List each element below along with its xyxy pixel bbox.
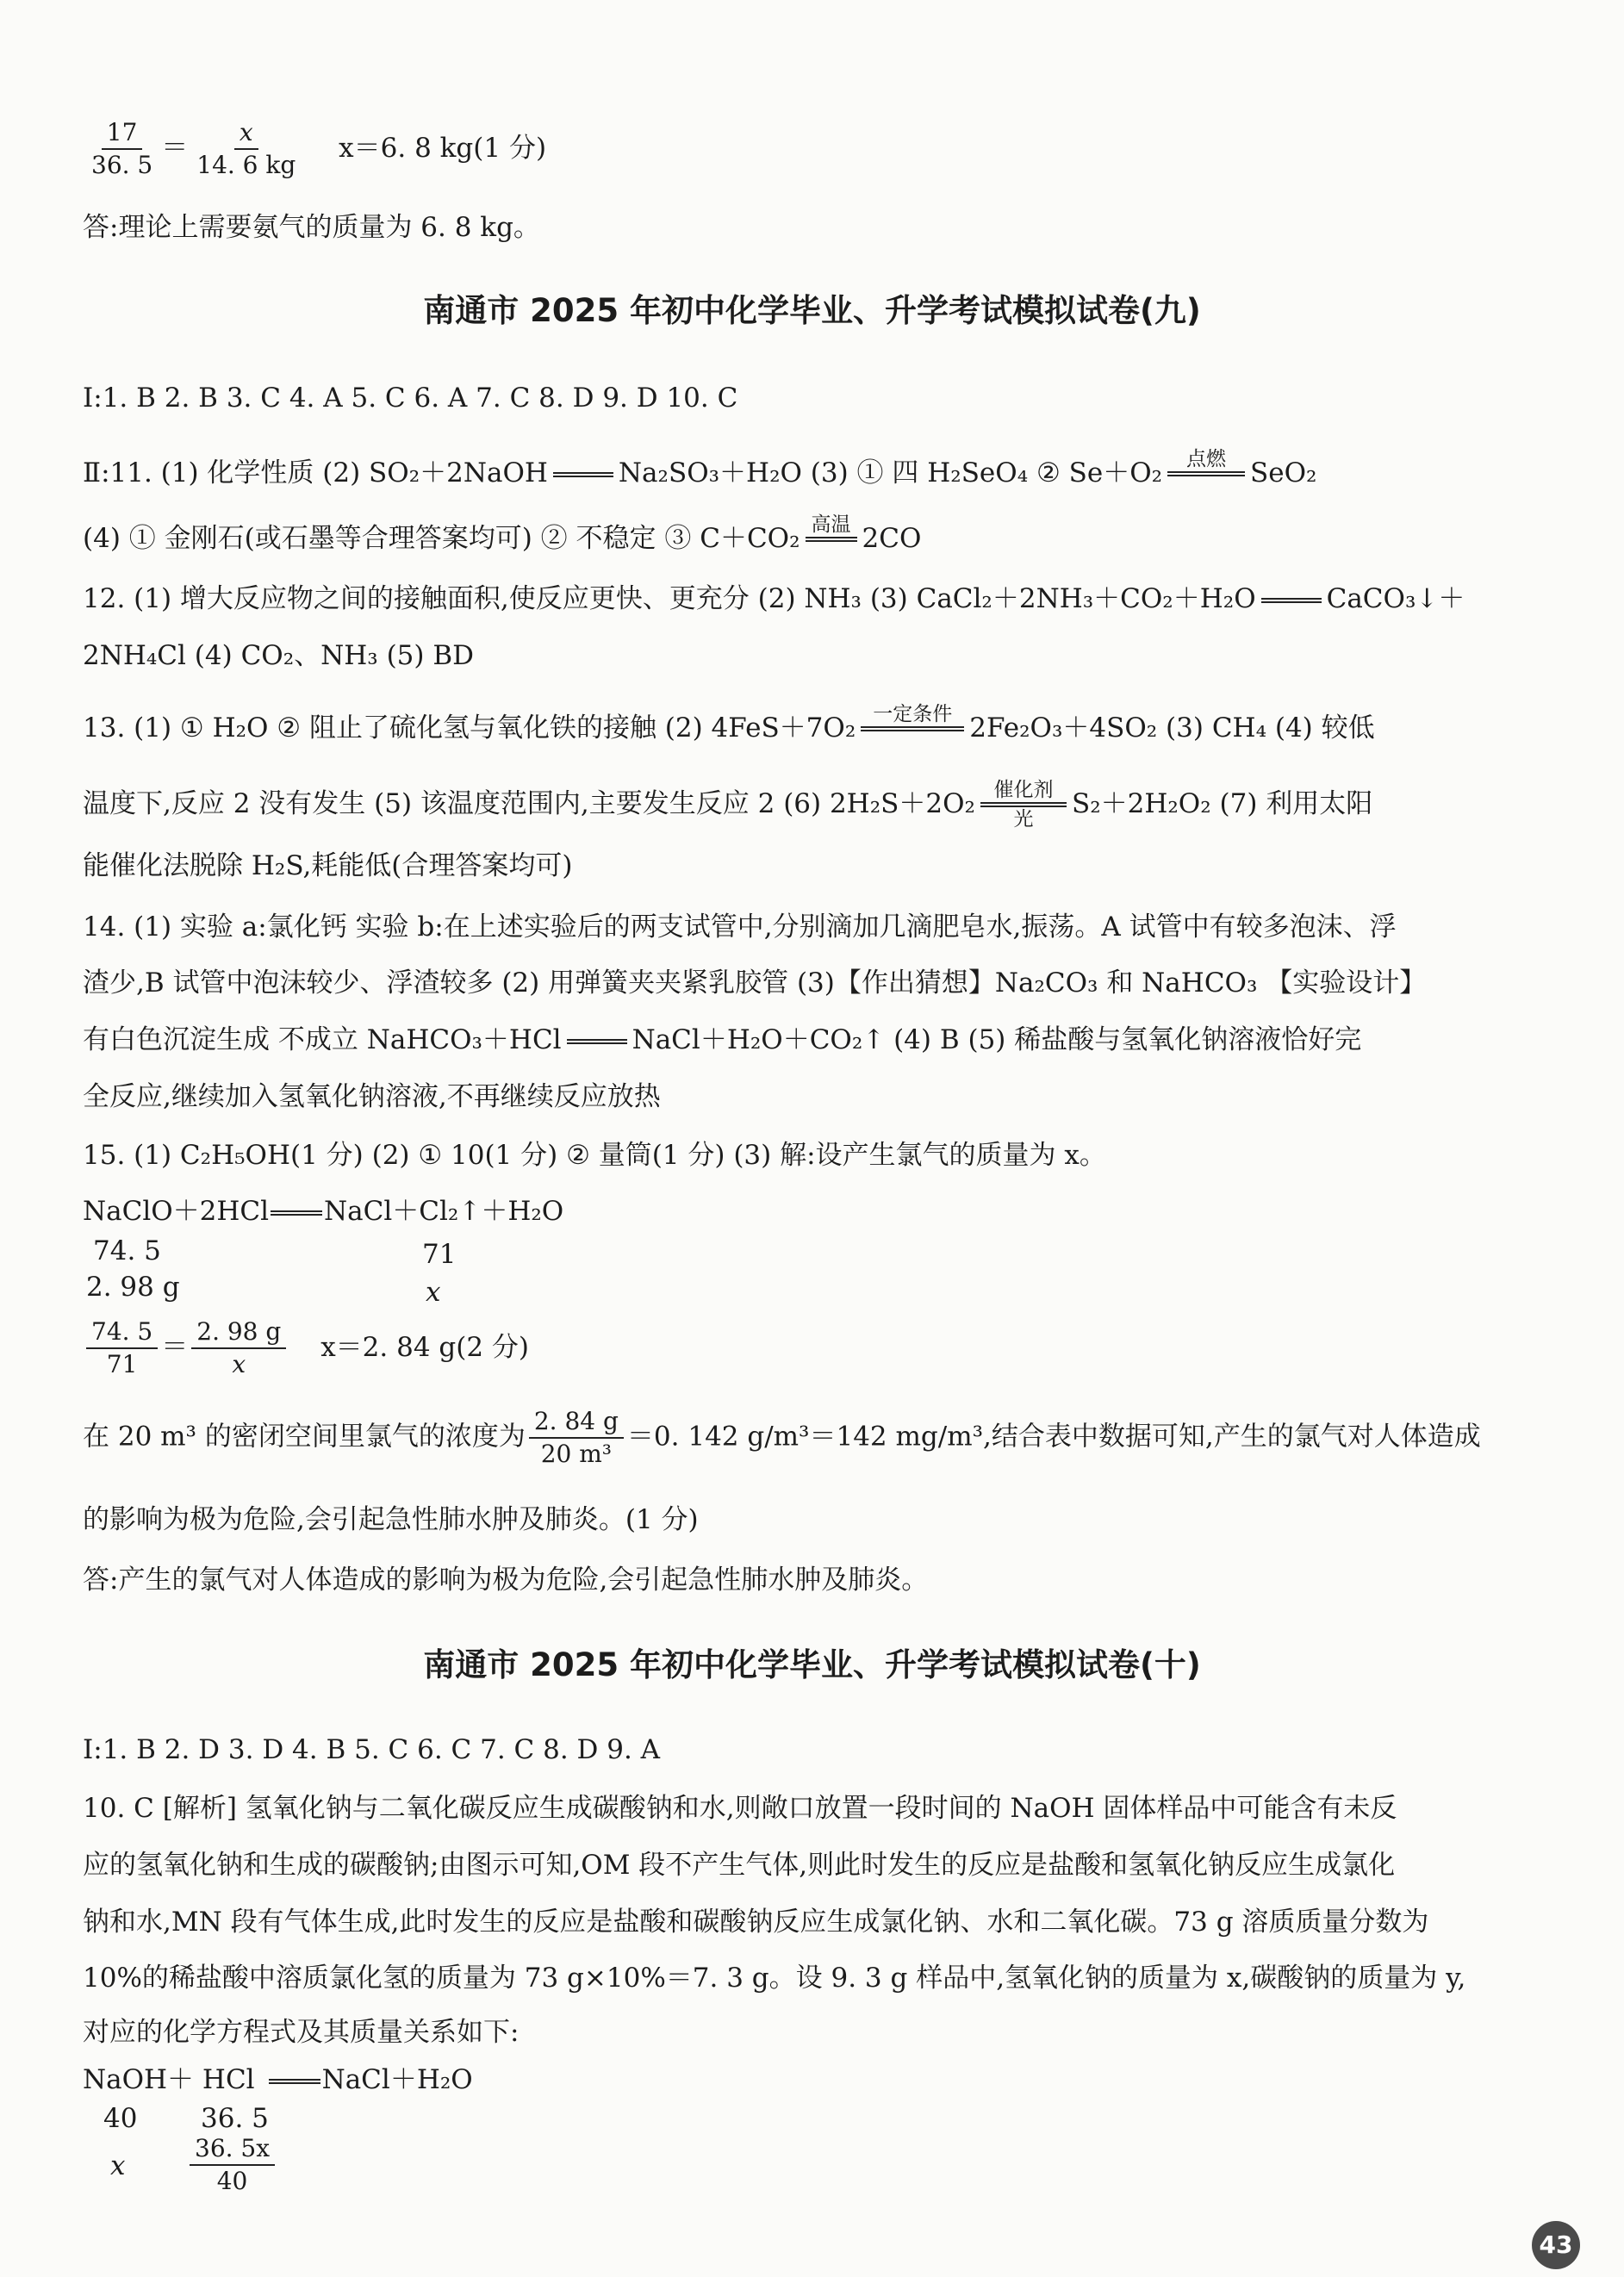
q10-line3: 钠和水,MN 段有气体生成,此时发生的反应是盐酸和碳酸钠反应生成氯化钠、水和二氧化碳。73 g 溶质质量分数为 — [83, 1907, 1429, 1938]
reaction-condition: 一定条件 — [861, 705, 964, 754]
q15-proportion: $\frac{74. 5}{71}$ ＝ $\frac{2. 98 g}{x}$ x＝2. 84 g(2 分) — [83, 1318, 529, 1378]
q10-line2: 应的氢氧化钠和生成的碳酸钠;由图示可知,OM 段不产生气体,则此时发生的反应是盐酸和氢氧化钠反应生成氯化 — [83, 1850, 1396, 1881]
equals-sign — [271, 1210, 322, 1216]
equation-result: x＝6. 8 kg(1 分) — [339, 132, 547, 164]
q12-line2: 2NH₄Cl (4) CO₂、NH₃ (5) BD — [83, 640, 474, 671]
paper10-title: 南通市 2025 年初中化学毕业、升学考试模拟试卷(十) — [423, 1646, 1201, 1683]
q10-var-1: x — [110, 2150, 126, 2181]
paper9-title: 南通市 2025 年初中化学毕业、升学考试模拟试卷(九) — [423, 292, 1201, 329]
equals-sign — [1261, 598, 1322, 603]
q15-mass-1: 74. 5 — [93, 1235, 161, 1266]
q10-equation: NaOH＋ HCl NaCl＋H₂O — [83, 2064, 473, 2095]
q15-line1: 15. (1) C₂H₅OH(1 分) (2) ① 10(1 分) ② 量筒(1 分) (3) 解:设产生氯气的质量为 x。 — [83, 1140, 1106, 1171]
q13-line1: 13. (1) ① H₂O ② 阻止了硫化氢与氧化铁的接触 (2) 4FeS＋7O₂ 一定条件 2Fe₂O₃＋4SO₂ (3) CH₄ (4) 较低 — [83, 705, 1375, 754]
top-answer: 答:理论上需要氨气的质量为 6. 8 kg。 — [83, 212, 540, 243]
fraction: $\frac{74. 5}{71}$ — [86, 1318, 158, 1378]
equals-sign — [567, 1039, 627, 1044]
fraction: $\frac{x}{14. 6 kg}$ — [196, 118, 296, 180]
q13-line2: 温度下,反应 2 没有发生 (5) 该温度范围内,主要发生反应 2 (6) 2H₂S＋2O₂ 催化剂 光 S₂＋2H₂O₂ (7) 利用太阳 — [83, 779, 1373, 831]
q11-line1: Ⅱ:11. (1) 化学性质 (2) SO₂＋2NaOH Na₂SO₃＋H₂O (3) ① 四 H₂SeO₄ ② Se＋O₂ 点燃 SeO₂ — [83, 450, 1316, 499]
paper9-part1-answers: Ⅰ:1. B 2. B 3. C 4. A 5. C 6. A 7. C 8. D 9. D 10. C — [83, 383, 738, 414]
page-number-badge: 43 — [1532, 2221, 1580, 2269]
q14-line1: 14. (1) 实验 a:氯化钙 实验 b:在上述实验后的两支试管中,分别滴加几滴肥皂水,振荡。A 试管中有较多泡沫、浮 — [83, 911, 1397, 943]
q10-line5: 对应的化学方程式及其质量关系如下: — [83, 2017, 520, 2048]
q10-fraction — [186, 2135, 278, 2195]
q15-answer: 答:产生的氯气对人体造成的影响为极为危险,会引起急性肺水肿及肺炎。 — [83, 1565, 929, 1596]
q10-line1: 10. C [解析] 氢氧化钠与二氧化碳反应生成碳酸钠和水,则敞口放置一段时间的 NaOH 固体样品中可能含有未反 — [83, 1793, 1397, 1824]
top-ratio-equation: $\frac{17}{36. 5}$ ＝ $\frac{x}{14. 6 kg}$ x＝6. 8 kg(1 分) — [83, 119, 546, 179]
q10-mass-2: 36. 5 — [201, 2103, 269, 2134]
reaction-condition: 催化剂 光 — [980, 781, 1067, 830]
q10-mass-1: 40 — [103, 2103, 138, 2134]
q13-line3: 能催化法脱除 H₂S,耗能低(合理答案均可) — [83, 850, 573, 881]
reaction-condition: 高温 — [806, 515, 857, 564]
q14-line4: 全反应,继续加入氢氧化钠溶液,不再继续反应放热 — [83, 1081, 661, 1112]
q12-line1: 12. (1) 增大反应物之间的接触面积,使反应更快、更充分 (2) NH₃ (3) CaCl₂＋2NH₃＋CO₂＋H₂O CaCO₃↓＋ — [83, 583, 1465, 614]
q15-equation: NaClO＋2HCl NaCl＋Cl₂↑＋H₂O — [83, 1196, 564, 1227]
q15-concentration: 在 20 m³ 的密闭空间里氯气的浓度为 $\frac{2. 84 g}{\text{20 m³}}$ ＝0. 142 g/m³＝142 mg/m³,结合表中数据可知,产生的氯气对人体造成 — [83, 1407, 1481, 1469]
equals-sign — [553, 472, 613, 477]
paper10-part1-answers: Ⅰ:1. B 2. D 3. D 4. B 5. C 6. C 7. C 8. D 9. A — [83, 1734, 661, 1765]
fraction: $\frac{2. 98 g}{x}$ — [191, 1318, 286, 1378]
q15-concentration-line2: 的影响为极为危险,会引起急性肺水肿及肺炎。(1 分) — [83, 1504, 699, 1535]
q14-line2: 渣少,B 试管中泡沫较少、浮渣较多 (2) 用弹簧夹夹紧乳胶管 (3)【作出猜想】Na₂CO₃ 和 NaHCO₃ 【实验设计】 — [83, 967, 1427, 999]
reaction-condition: 点燃 — [1167, 450, 1245, 499]
q11-line2: (4) ① 金刚石(或石墨等合理答案均可) ② 不稳定 ③ C＋CO₂ 高温 2CO — [83, 515, 921, 564]
q15-mass-2: 71 — [422, 1239, 457, 1270]
q10-line4: 10%的稀盐酸中溶质氯化氢的质量为 73 g×10%＝7. 3 g。设 9. 3 g 样品中,氢氧化钠的质量为 x,碳酸钠的质量为 y, — [83, 1963, 1466, 1994]
q15-given-2: x — [426, 1277, 441, 1308]
fraction: $\frac{17}{36. 5}$ — [91, 118, 153, 180]
q15-given-1: 2. 98 g — [86, 1272, 180, 1303]
fraction: $\frac{2. 84 g}{\text{20 m³}}$ — [529, 1408, 624, 1468]
fraction: $\frac{36. 5x}{40}$ — [190, 2135, 275, 2195]
q14-line3: 有白色沉淀生成 不成立 NaHCO₃＋HCl NaCl＋H₂O＋CO₂↑ (4) B (5) 稀盐酸与氢氧化钠溶液恰好完 — [83, 1024, 1362, 1055]
equals-sign — [269, 2079, 320, 2084]
